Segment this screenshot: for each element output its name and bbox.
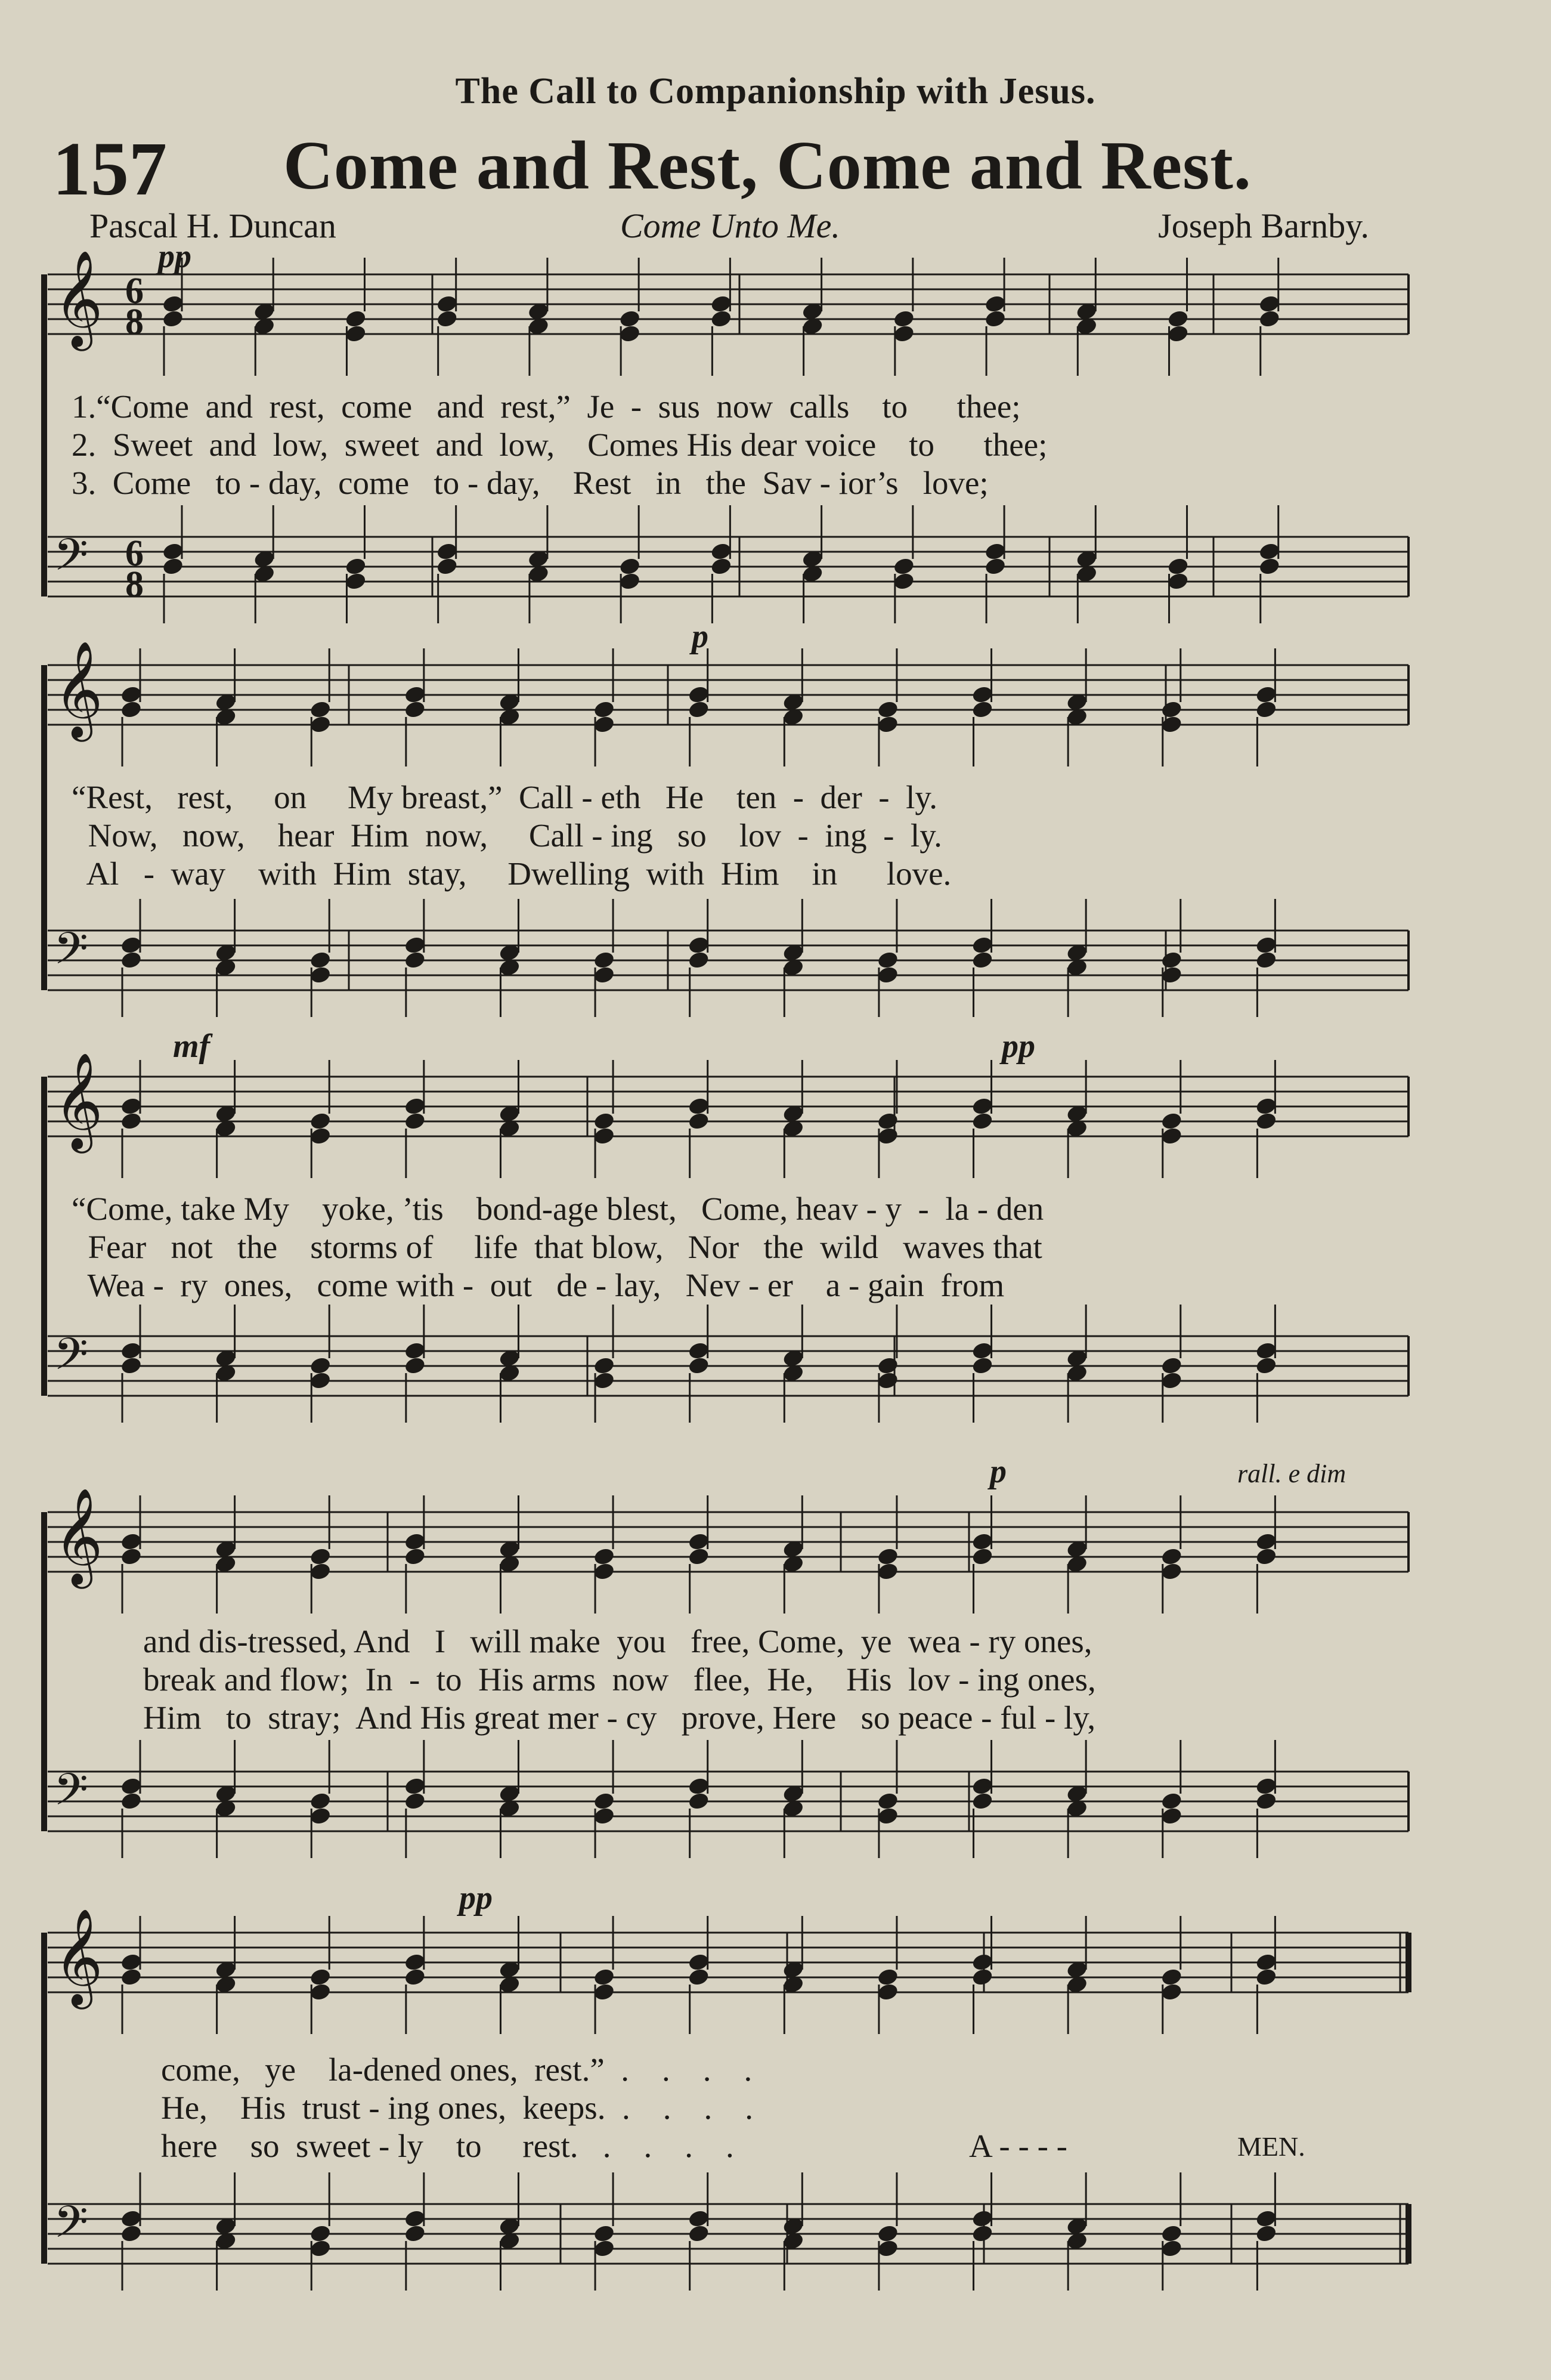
notehead xyxy=(120,685,143,704)
notehead xyxy=(688,1952,710,1972)
lyric-line: 1.“Come and rest, come and rest,” Je - sus now calls to thee; xyxy=(72,388,1021,425)
notehead xyxy=(877,1562,899,1581)
notehead xyxy=(688,2209,710,2228)
notehead xyxy=(593,1982,615,2002)
lyric-line: break and flow; In - to His arms now flee, He, His lov - ing ones, xyxy=(143,1661,1096,1698)
notehead xyxy=(593,1126,615,1146)
notehead xyxy=(971,1776,993,1796)
notehead xyxy=(688,1341,710,1361)
notehead xyxy=(1255,1356,1277,1376)
notehead xyxy=(971,685,993,704)
notehead xyxy=(688,1532,710,1551)
treble-clef-icon: 𝄞 xyxy=(54,1052,103,1149)
lyric-line: 2. Sweet and low, sweet and low, Comes His dear voice to thee; xyxy=(72,426,1048,463)
notehead xyxy=(1255,2224,1277,2243)
notehead xyxy=(1258,309,1281,329)
notehead xyxy=(877,950,899,970)
notehead xyxy=(120,1967,143,1987)
bass-clef-icon: 𝄢 xyxy=(54,923,88,985)
notehead xyxy=(1258,542,1281,561)
notehead xyxy=(877,1967,899,1987)
time-signature-bottom: 8 xyxy=(125,302,144,342)
notehead xyxy=(404,1776,426,1796)
notehead xyxy=(309,1371,332,1390)
notehead xyxy=(344,309,367,329)
notehead xyxy=(971,1341,993,1361)
notehead xyxy=(120,1776,143,1796)
lyric-line: Al - way with Him stay, Dwelling with Him in love. xyxy=(72,855,952,892)
notehead xyxy=(688,700,710,719)
notehead xyxy=(1255,1532,1277,1551)
notehead xyxy=(309,1791,332,1811)
notehead xyxy=(1255,1341,1277,1361)
notehead xyxy=(120,1356,143,1376)
notehead xyxy=(309,1547,332,1566)
lyric-line: He, His trust - ing ones, keeps. . . . . xyxy=(161,2090,753,2126)
notehead xyxy=(1255,1791,1277,1811)
notehead xyxy=(877,1371,899,1390)
author-credit: Pascal H. Duncan xyxy=(89,206,336,245)
bass-clef-icon: 𝄢 xyxy=(54,1764,88,1826)
notehead xyxy=(710,309,732,329)
lyric-line: Him to stray; And His great mer - cy prove, Here so peace - ful - ly, xyxy=(143,1699,1096,1736)
notehead xyxy=(162,557,184,576)
notehead xyxy=(593,1111,615,1131)
notehead xyxy=(893,309,915,329)
notehead xyxy=(971,1096,993,1116)
notehead xyxy=(688,1111,710,1131)
notehead xyxy=(1166,571,1189,591)
tempo-rall: rall. e dim xyxy=(1237,1459,1346,1488)
notehead xyxy=(1160,1371,1183,1390)
notehead xyxy=(344,557,367,576)
notehead xyxy=(710,542,732,561)
notehead xyxy=(309,950,332,970)
category-heading: The Call to Companionship with Jesus. xyxy=(455,71,1096,112)
notehead xyxy=(120,1547,143,1566)
amen-syllable-a: A - - - - xyxy=(969,2128,1067,2164)
lyric-line: 3. Come to - day, come to - day, Rest in the Sav - ior’s love; xyxy=(72,465,989,501)
notehead xyxy=(120,950,143,970)
notehead xyxy=(404,1791,426,1811)
hymn-number: 157 xyxy=(52,126,167,211)
lyric-line: Wea - ry ones, come with - out de - lay, Nev - er a - gain from xyxy=(72,1267,1005,1303)
notehead xyxy=(710,557,732,576)
notehead xyxy=(1255,1547,1277,1566)
notehead xyxy=(120,2209,143,2228)
notehead xyxy=(877,715,899,734)
notehead xyxy=(404,1547,426,1566)
notehead xyxy=(1160,1126,1183,1146)
notehead xyxy=(309,1982,332,2002)
lyric-line: “Rest, rest, on My breast,” Call - eth He ten - der - ly. xyxy=(72,779,938,815)
notehead xyxy=(593,1967,615,1987)
dynamic-p: p xyxy=(990,1453,1007,1490)
notehead xyxy=(593,1806,615,1826)
notehead xyxy=(1255,1776,1277,1796)
notehead xyxy=(971,1547,993,1566)
notehead xyxy=(618,571,641,591)
notehead xyxy=(971,1356,993,1376)
notehead xyxy=(877,1126,899,1146)
notehead xyxy=(688,1547,710,1566)
notehead xyxy=(971,2209,993,2228)
notehead xyxy=(404,685,426,704)
notehead xyxy=(593,950,615,970)
notehead xyxy=(120,1096,143,1116)
notehead xyxy=(710,294,732,314)
notehead xyxy=(1255,2209,1277,2228)
notehead xyxy=(344,324,367,344)
notehead xyxy=(309,715,332,734)
notehead xyxy=(1160,1547,1183,1566)
notehead xyxy=(877,965,899,985)
notehead xyxy=(688,950,710,970)
amen-syllable-men: MEN. xyxy=(1237,2131,1305,2162)
notehead xyxy=(877,2224,899,2243)
notehead xyxy=(162,542,184,561)
notehead xyxy=(436,542,459,561)
notehead xyxy=(309,1562,332,1581)
notehead xyxy=(120,1952,143,1972)
notehead xyxy=(404,950,426,970)
dynamic-mf: mf xyxy=(173,1028,210,1065)
bass-clef-icon: 𝄢 xyxy=(54,1328,88,1391)
notehead xyxy=(1160,1791,1183,1811)
hymn-subtitle: Come Unto Me. xyxy=(620,206,840,245)
notehead xyxy=(404,1111,426,1131)
notehead xyxy=(404,1952,426,1972)
notehead xyxy=(120,1111,143,1131)
notehead xyxy=(120,1532,143,1551)
notehead xyxy=(877,700,899,719)
notehead xyxy=(618,557,641,576)
treble-clef-icon: 𝄞 xyxy=(54,1908,103,2005)
notehead xyxy=(984,294,1007,314)
notehead xyxy=(162,294,184,314)
notehead xyxy=(593,1371,615,1390)
notehead xyxy=(1160,1562,1183,1581)
notehead xyxy=(309,1356,332,1376)
bass-clef-icon: 𝄢 xyxy=(54,2196,88,2259)
notehead xyxy=(1255,950,1277,970)
notehead xyxy=(1160,1356,1183,1376)
dynamic-pp: pp xyxy=(1002,1028,1035,1065)
notehead xyxy=(1160,2239,1183,2258)
notehead xyxy=(404,2209,426,2228)
notehead xyxy=(971,2224,993,2243)
notehead xyxy=(309,1967,332,1987)
notehead xyxy=(309,2224,332,2243)
notehead xyxy=(309,1111,332,1131)
notehead xyxy=(436,557,459,576)
notehead xyxy=(1160,715,1183,734)
notehead xyxy=(309,1126,332,1146)
notehead xyxy=(1160,1982,1183,2002)
notehead xyxy=(877,2239,899,2258)
lyric-line: “Come, take My yoke, ’tis bond-age blest, Come, heav - y - la - den xyxy=(72,1191,1044,1227)
notehead xyxy=(877,1806,899,1826)
dynamic-p: p xyxy=(692,618,708,655)
composer-credit: Joseph Barnby. xyxy=(1158,206,1369,245)
notehead xyxy=(404,2224,426,2243)
notehead xyxy=(120,935,143,955)
notehead xyxy=(618,309,641,329)
notehead xyxy=(971,1111,993,1131)
notehead xyxy=(1166,557,1189,576)
notehead xyxy=(1160,700,1183,719)
notehead xyxy=(1160,1967,1183,1987)
notehead xyxy=(404,935,426,955)
time-signature-top: 6 xyxy=(125,271,144,311)
notehead xyxy=(120,1341,143,1361)
notehead xyxy=(593,715,615,734)
notehead xyxy=(1255,700,1277,719)
notehead xyxy=(971,1791,993,1811)
notehead xyxy=(404,1967,426,1987)
lyric-line: Now, now, hear Him now, Call - ing so lov - ing - ly. xyxy=(72,817,942,854)
notehead xyxy=(1255,1967,1277,1987)
notehead xyxy=(1255,685,1277,704)
notehead xyxy=(309,700,332,719)
notehead xyxy=(971,1952,993,1972)
notehead xyxy=(971,950,993,970)
notehead xyxy=(162,309,184,329)
time-signature-bottom: 8 xyxy=(125,564,144,605)
notehead xyxy=(120,2224,143,2243)
lyric-line: Fear not the storms of life that blow, Nor the wild waves that xyxy=(72,1229,1042,1265)
notehead xyxy=(1255,1096,1277,1116)
notehead xyxy=(1166,324,1189,344)
notehead xyxy=(1255,1952,1277,1972)
notehead xyxy=(984,542,1007,561)
notehead xyxy=(1160,2224,1183,2243)
notehead xyxy=(618,324,641,344)
hymn-title: Come and Rest, Come and Rest. xyxy=(283,128,1252,204)
notehead xyxy=(120,1791,143,1811)
bass-clef-icon: 𝄢 xyxy=(54,529,88,592)
notehead xyxy=(688,1096,710,1116)
notehead xyxy=(688,1791,710,1811)
notehead xyxy=(404,1356,426,1376)
notehead xyxy=(877,1111,899,1131)
notehead xyxy=(404,1096,426,1116)
notehead xyxy=(1160,1111,1183,1131)
notehead xyxy=(971,700,993,719)
notehead xyxy=(593,1547,615,1566)
notehead xyxy=(893,557,915,576)
notehead xyxy=(877,1356,899,1376)
notehead xyxy=(688,2224,710,2243)
treble-clef-icon: 𝄞 xyxy=(54,1488,103,1585)
notehead xyxy=(404,1341,426,1361)
notehead xyxy=(593,1791,615,1811)
notehead xyxy=(1258,557,1281,576)
notehead xyxy=(1160,1806,1183,1826)
notehead xyxy=(593,1356,615,1376)
notehead xyxy=(877,1547,899,1566)
notehead xyxy=(877,1791,899,1811)
notehead xyxy=(309,2239,332,2258)
notehead xyxy=(1258,294,1281,314)
notehead xyxy=(1166,309,1189,329)
notehead xyxy=(404,700,426,719)
notehead xyxy=(893,324,915,344)
notehead xyxy=(593,1562,615,1581)
dynamic-pp: pp xyxy=(158,238,191,275)
notehead xyxy=(593,700,615,719)
notehead xyxy=(309,1806,332,1826)
notehead xyxy=(593,2239,615,2258)
notehead xyxy=(971,1967,993,1987)
notehead xyxy=(688,685,710,704)
notehead xyxy=(984,557,1007,576)
notehead xyxy=(971,935,993,955)
notehead xyxy=(404,1532,426,1551)
notehead xyxy=(688,1356,710,1376)
notehead xyxy=(593,965,615,985)
notehead xyxy=(436,294,459,314)
notehead xyxy=(984,309,1007,329)
notehead xyxy=(1255,935,1277,955)
lyric-line: and dis-tressed, And I will make you free, Come, ye wea - ry ones, xyxy=(143,1623,1092,1659)
dynamic-pp: pp xyxy=(459,1880,493,1917)
notehead xyxy=(688,1967,710,1987)
notehead xyxy=(309,965,332,985)
notehead xyxy=(593,2224,615,2243)
treble-clef-icon: 𝄞 xyxy=(54,250,103,347)
treble-clef-icon: 𝄞 xyxy=(54,641,103,738)
notehead xyxy=(1160,965,1183,985)
time-signature-top: 6 xyxy=(125,533,144,574)
notehead xyxy=(971,1532,993,1551)
lyric-line: come, ye la-dened ones, rest.” . . . . xyxy=(161,2051,753,2088)
notehead xyxy=(877,1982,899,2002)
notehead xyxy=(893,571,915,591)
notehead xyxy=(436,309,459,329)
lyric-line: here so sweet - ly to rest. . . . . xyxy=(161,2128,734,2164)
notehead xyxy=(1255,1111,1277,1131)
notehead xyxy=(688,1776,710,1796)
notehead xyxy=(344,571,367,591)
notehead xyxy=(1160,950,1183,970)
notehead xyxy=(120,700,143,719)
notehead xyxy=(688,935,710,955)
